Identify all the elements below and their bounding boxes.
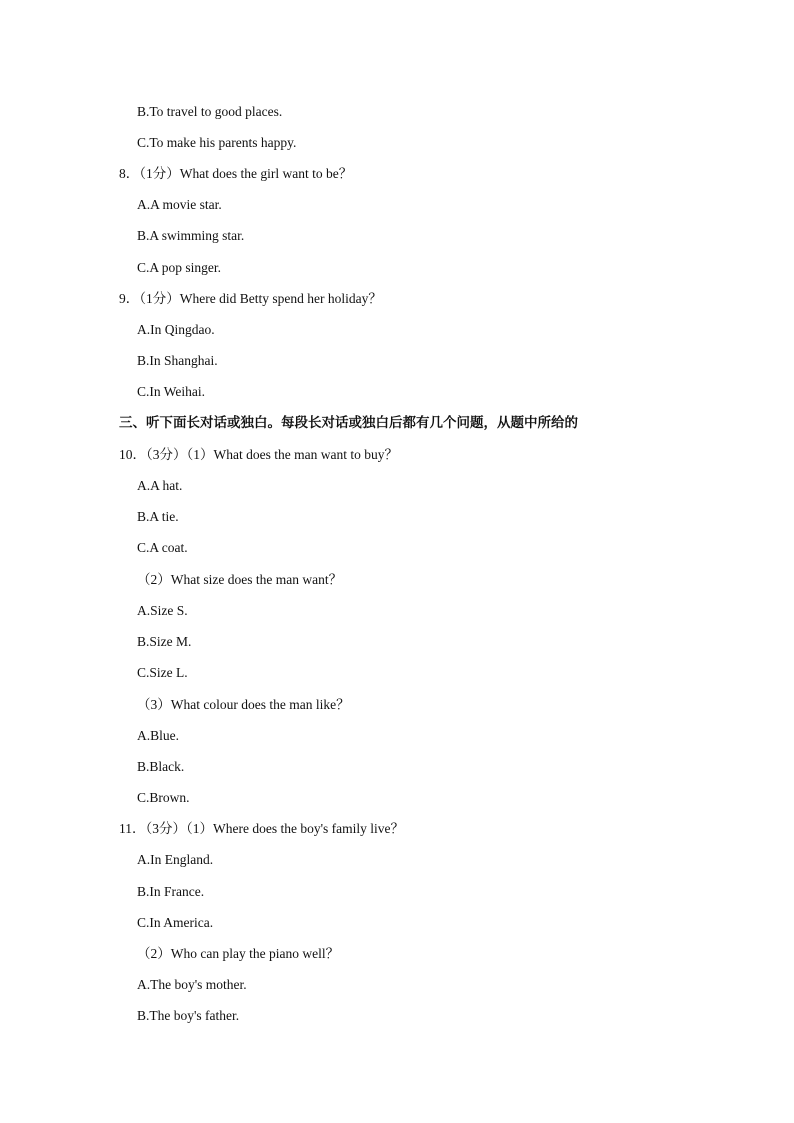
question-10-2: （2）What size does the man want？ xyxy=(137,572,343,587)
option-a-q8: A.A movie star. xyxy=(137,197,222,212)
option-c-q10-2: C.Size L. xyxy=(137,665,188,680)
option-a-q10-2: A.Size S. xyxy=(137,603,188,618)
option-c-q11-1: C.In America. xyxy=(137,915,214,930)
option-b-q9: B.In Shanghai. xyxy=(137,353,218,368)
option-b-q11-1: B.In France. xyxy=(137,884,205,899)
option-a-q11-1: A.In England. xyxy=(137,852,214,867)
option-a-q10-3: A.Blue. xyxy=(137,728,179,743)
question-9: 9．（1分）Where did Betty spend her holiday？ xyxy=(119,291,382,306)
question-11-1: 11．（3分）（1）Where does the boy's family live？ xyxy=(119,821,405,836)
question-10-1: 10．（3分）（1）What does the man want to buy？ xyxy=(119,447,398,462)
option-c-q10-1: C.A coat. xyxy=(137,540,188,555)
option-c-q9: C.In Weihai. xyxy=(137,384,206,399)
option-b-q10-1: B.A tie. xyxy=(137,509,179,524)
option-b-q10-3: B.Black. xyxy=(137,759,185,774)
question-10-3: （3）What colour does the man like？ xyxy=(137,697,350,712)
option-b-q7: B.To travel to good places. xyxy=(137,104,283,119)
option-c-q7: C.To make his parents happy. xyxy=(137,135,297,150)
question-8: 8．（1分）What does the girl want to be？ xyxy=(119,166,353,181)
option-b-q11-2: B.The boy's father. xyxy=(137,1008,240,1023)
option-a-q11-2: A.The boy's mother. xyxy=(137,977,247,992)
option-a-q9: A.In Qingdao. xyxy=(137,322,215,337)
section-heading: 三、听下面长对话或独白。每段长对话或独白后都有几个问题，从题中所给的 xyxy=(119,415,578,430)
option-c-q10-3: C.Brown. xyxy=(137,790,190,805)
option-b-q8: B.A swimming star. xyxy=(137,228,245,243)
option-c-q8: C.A pop singer. xyxy=(137,260,222,275)
option-b-q10-2: B.Size M. xyxy=(137,634,192,649)
option-a-q10-1: A.A hat. xyxy=(137,478,183,493)
question-11-2: （2）Who can play the piano well？ xyxy=(137,946,340,961)
